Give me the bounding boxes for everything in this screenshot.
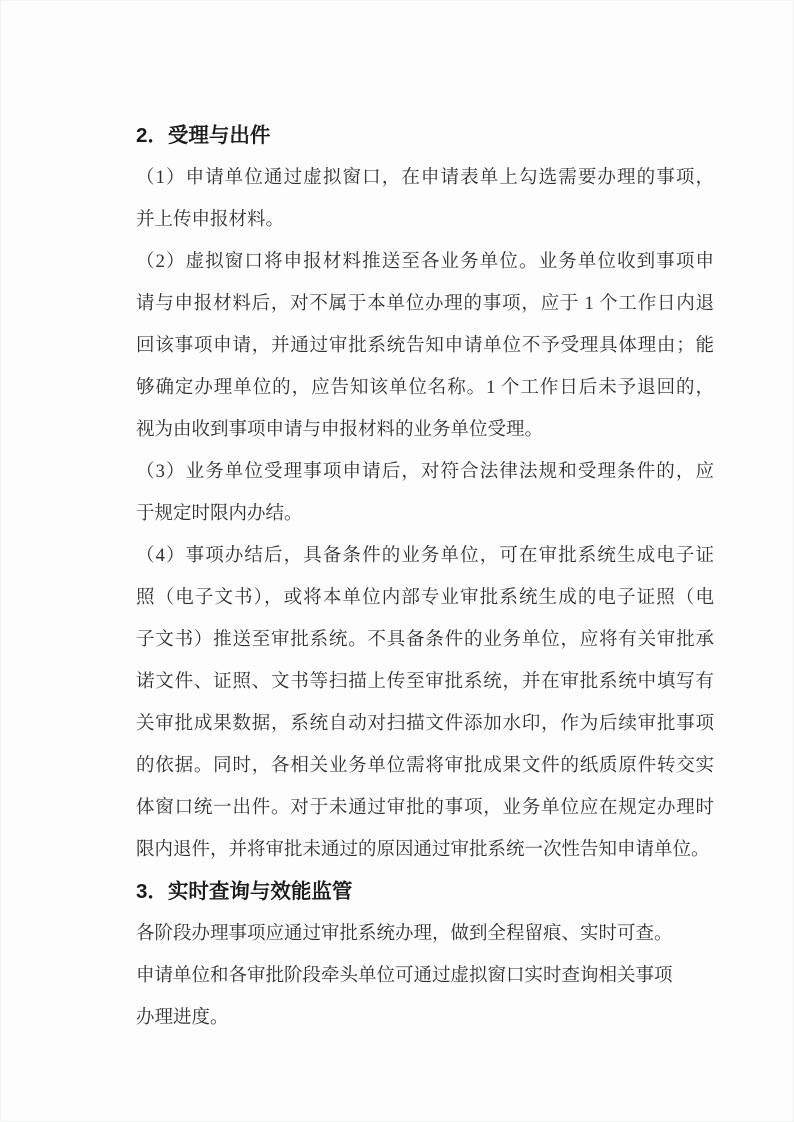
text-line: （3）业务单位受理事项申请后，对符合法律法规和受理条件的，应 <box>136 462 714 482</box>
text-line: 办理进度。 <box>136 1008 229 1028</box>
text-line: 子文书）推送至审批系统。不具备条件的业务单位，应将有关审批承 <box>136 630 714 650</box>
section-heading-2: 2．受理与出件 <box>136 124 271 147</box>
text-line: 各阶段办理事项应通过审批系统办理，做到全程留痕、实时可查。 <box>136 924 673 944</box>
text-line: 视为由收到事项申请与申报材料的业务单位受理。 <box>136 420 544 440</box>
text-line: 照（电子文书），或将本单位内部专业审批系统生成的电子证照（电 <box>136 588 714 608</box>
text-line: 的依据。同时，各相关业务单位需将审批成果文件的纸质原件转交实 <box>136 756 714 776</box>
text-line: （1）申请单位通过虚拟窗口，在申请表单上勾选需要办理的事项， <box>136 168 714 188</box>
document-text-block <box>136 115 714 1039</box>
text-line: 并上传申报材料。 <box>136 210 285 230</box>
text-line: （2）虚拟窗口将申报材料推送至各业务单位。业务单位收到事项申 <box>136 252 714 272</box>
text-line: 于规定时限内办结。 <box>136 504 303 524</box>
text-line: 够确定办理单位的，应告知该单位名称。1 个工作日后未予退回的， <box>136 378 714 398</box>
text-line: 请与申报材料后，对不属于本单位办理的事项，应于 1 个工作日内退 <box>136 294 714 314</box>
text-line: 体窗口统一出件。对于未通过审批的事项，业务单位应在规定办理时 <box>136 798 714 818</box>
text-line: 关审批成果数据，系统自动对扫描文件添加水印，作为后续审批事项 <box>136 714 714 734</box>
text-line: 诺文件、证照、文书等扫描上传至审批系统，并在审批系统中填写有 <box>136 672 714 692</box>
text-line: （4）事项办结后，具备条件的业务单位，可在审批系统生成电子证 <box>136 546 714 566</box>
text-line: 申请单位和各审批阶段牵头单位可通过虚拟窗口实时查询相关事项 <box>136 966 673 986</box>
text-line: 限内退件，并将审批未通过的原因通过审批系统一次性告知申请单位。 <box>136 840 710 860</box>
text-line: 回该事项申请，并通过审批系统告知申请单位不予受理具体理由；能 <box>136 336 714 356</box>
section-heading-3: 3．实时查询与效能监管 <box>136 880 353 903</box>
